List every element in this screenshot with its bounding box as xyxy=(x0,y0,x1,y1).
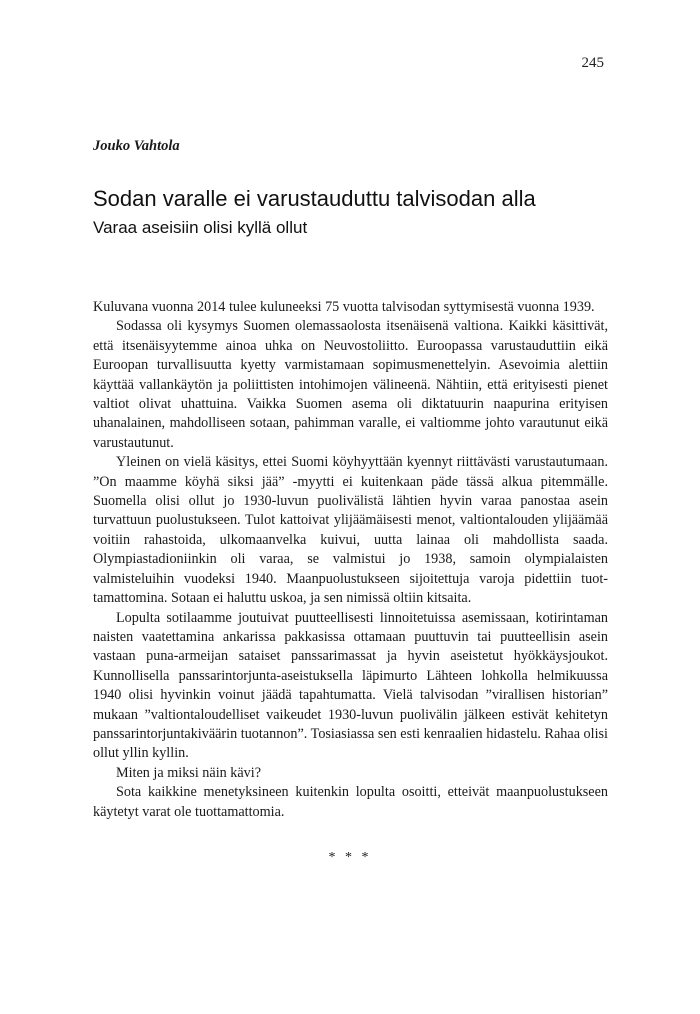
page-number: 245 xyxy=(581,55,604,71)
paragraph: Sodassa oli kysymys Suomen olemassaolosta itsenäisenä valtiona. Kaikki käsittivät, että itsenäisyytemme ainoa uhka on Neuvostoliitto. Euroopassa varustauduttiin eikä Euroopan turvallisuutta kyetty varmistamaan sopimusmenettelyin. Asevoimia alettiin käyttää vallankäytön ja poliittisten intohimojen välineenä. Nähtiin, että erityisesti pienet valtiot olivat uhattuina. Vaikka Suomen asema oli diktatuurin naapurina erityisen uhanalainen, mahdolliseen sotaan, pahimman varalle, ei valtiomme johto varautunut eikä varustautunut. xyxy=(93,318,608,451)
paragraph: Miten ja miksi näin kävi? xyxy=(116,764,261,781)
article-body xyxy=(93,298,608,822)
paragraph: Lopulta sotilaamme joutuivat puutteellisesti linnoitetuissa asemissaan, kotirintaman naisten vaatettamina ankarissa pakkasissa ottamaan puuttuvin tai puutteellisin asein vastaan puna-armeijan sataiset panssarimassat ja hyvin aseistetut hyökkäysjoukot. Kunnollisella panssarintorjunta-aseistuksella läpimurto Lähteen lohkolla helmikuussa 1940 olisi hyvinkin voinut jäädä tapahtumatta. Vielä talvisodan ”virallisen historian” mukaan ”valtiontaloudelliset vaikeudet 1930-luvun puolivälin jälkeen estivät kehitetyn panssarintorjuntakiväärin tuotannon”. Tosiasiassa sen esti kenraalien hidastelu. Rahaa olisi ollut yllin kyllin. xyxy=(93,609,608,762)
author-name: Jouko Vahtola xyxy=(93,138,180,154)
paragraph-intro: Kuluvana vuonna 2014 tulee kuluneeksi 75 vuotta talvisodan syttymisestä vuonna 1939. xyxy=(93,299,595,315)
section-separator: * * * xyxy=(328,850,372,865)
paragraph: Sota kaikkine menetyksineen kuitenkin lopulta osoitti, etteivät maanpuolustukseen käytetyt varat ole tuottamattomia. xyxy=(93,784,608,820)
article-title: Sodan varalle ei varustauduttu talvisodan alla xyxy=(93,186,536,211)
paragraph: Yleinen on vielä käsitys, ettei Suomi köyhyyttään kyennyt riittävästi varustautumaan. ”On maamme köyhä siksi jää” -myytti ei kuitenkaan päde tässä alkua pitemmälle. Suomella olisi ollut jo 1930-luvun puolivälistä lähtien hyvin varaa panostaa asein turvattuun puolustukseen. Tulot kattoivat ylijäämäisesti menot, valtiontalouden ylijäämää voitiin rahastoida, ulkomaanvelka kuivui, uutta lainaa oli mahdollista saada. Olympiastadioniinkin oli varaa, se valmistui jo 1938, samoin olympialaisten valmisteluihin vuodeksi 1940. Maanpuolustukseen sijoitettuja varoja pidettiin tuottamattomina. Sotaan ei haluttu uskoa, ja sen nimissä oltiin kitsaita. xyxy=(93,454,608,607)
article-subtitle: Varaa aseisiin olisi kyllä ollut xyxy=(93,218,308,237)
